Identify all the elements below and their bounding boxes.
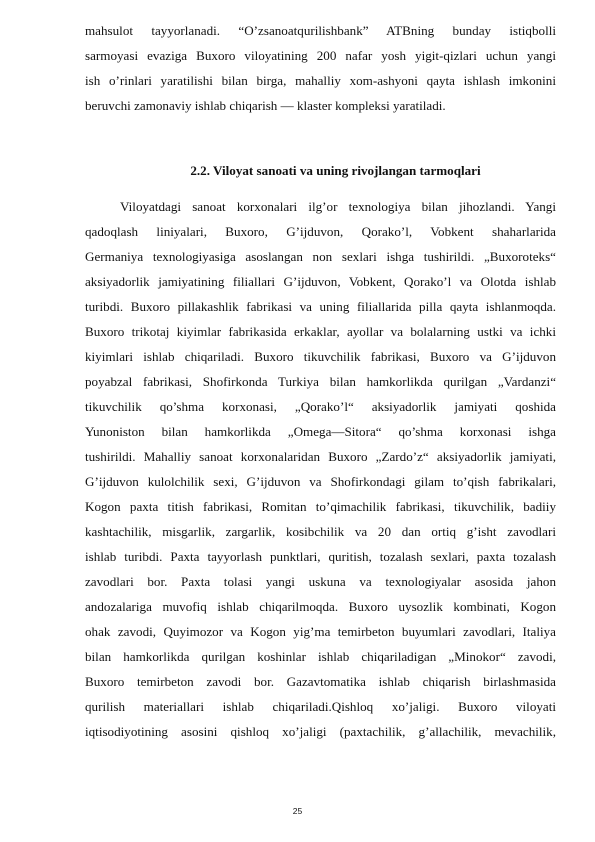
main-line-10: Yunoniston bilan hamkorlikda „Omega—Sitora“ qo’shma korxonasi ishga	[85, 424, 556, 439]
intro-line-1: mahsulot tayyorlanadi. “O’zsanoatqurilishbank” ATBning bunday istiqbolli	[85, 23, 556, 38]
intro-line-3: ish o’rinlari yaratilishi bilan birga, mahalliy xom-ashyoni qayta ishlash imkonini	[85, 73, 556, 88]
section-heading: 2.2. Viloyat sanoati va uning rivojlangan tarmoqlari	[190, 163, 481, 178]
main-line-20: Buxoro temirbeton zavodi bor. Gazavtomatika ishlab chiqarish birlashmasida	[85, 674, 556, 689]
main-line-19: bilan hamkorlikda qurilgan koshinlar ishlab chiqariladigan „Minokor“ zavodi,	[85, 649, 556, 664]
main-line-18: ohak zavodi, Quyimozor va Kogon yig’ma temirbeton buyumlari zavodlari, Italiya	[85, 624, 556, 639]
main-line-6: Buxoro trikotaj kiyimlar fabrikasida erkaklar, ayollar va bolalarning ustki va ichki	[85, 324, 556, 339]
main-line-9: tikuvchilik qo’shma korxonasi, „Qorako’l“ aksiyadorlik jamiyati qoshida	[85, 399, 556, 414]
main-line-7: kiyimlari ishlab chiqariladi. Buxoro tikuvchilik fabrikasi, Buxoro va G’ijduvon	[85, 349, 556, 364]
intro-line-2: sarmoyasi evaziga Buxoro viloyatining 200 nafar yosh yigit-qizlari uchun yangi	[85, 48, 556, 63]
main-line-13: Kogon paxta titish fabrikasi, Romitan to’qimachilik fabrikasi, tikuvchilik, badiiy	[85, 499, 556, 514]
page-number: 25	[292, 806, 303, 816]
main-line-15: ishlab turibdi. Paxta tayyorlash punktlari, quritish, tozalash sexlari, paxta tozalash	[85, 549, 556, 564]
main-line-11: tushirildi. Mahalliy sanoat korxonalaridan Buxoro „Zardo’z“ aksiyadorlik jamiyati,	[85, 449, 556, 464]
main-line-4: aksiyadorlik jamiyatining filiallari G’ijduvon, Vobkent, Qorako’l va Olotda ishlab	[85, 274, 556, 289]
main-line-3: Germaniya texnologiyasiga asoslangan non sexlari ishga tushirildi. „Buxoroteks“	[85, 249, 556, 264]
main-line-21: qurilish materiallari ishlab chiqariladi.Qishloq xo’jaligi. Buxoro viloyati	[85, 699, 556, 714]
main-line-12: G’ijduvon kulolchilik sexi, G’ijduvon va Shofirkondagi gilam to’qish fabrikalari,	[85, 474, 556, 489]
main-line-8: poyabzal fabrikasi, Shofirkonda Turkiya bilan hamkorlikda qurilgan „Vardanzi“	[85, 374, 556, 389]
intro-line-4: beruvchi zamonaviy ishlab chiqarish — klaster kompleksi yaratiladi.	[85, 98, 446, 113]
main-line-22: iqtisodiyotining asosini qishloq xo’jaligi (paxtachilik, g’allachilik, mevachilik,	[85, 724, 556, 739]
main-line-17: andozalariga muvofiq ishlab chiqarilmoqda. Buxoro uysozlik kombinati, Kogon	[85, 599, 556, 614]
main-line-1: Viloyatdagi sanoat korxonalari ilg’or texnologiya bilan jihozlandi. Yangi	[120, 199, 556, 214]
main-line-5: turibdi. Buxoro pillakashlik fabrikasi va uning filiallarida pilla qayta ishlanmoqda.	[85, 299, 556, 314]
main-line-2: qadoqlash liniyalari, Buxoro, G’ijduvon, Qorako’l, Vobkent shaharlarida	[85, 224, 556, 239]
main-line-14: kashtachilik, misgarlik, zargarlik, kosibchilik va 20 dan ortiq g’isht zavodlari	[85, 524, 556, 539]
main-line-16: zavodlari bor. Paxta tolasi yangi uskuna va texnologiyalar asosida jahon	[85, 574, 556, 589]
